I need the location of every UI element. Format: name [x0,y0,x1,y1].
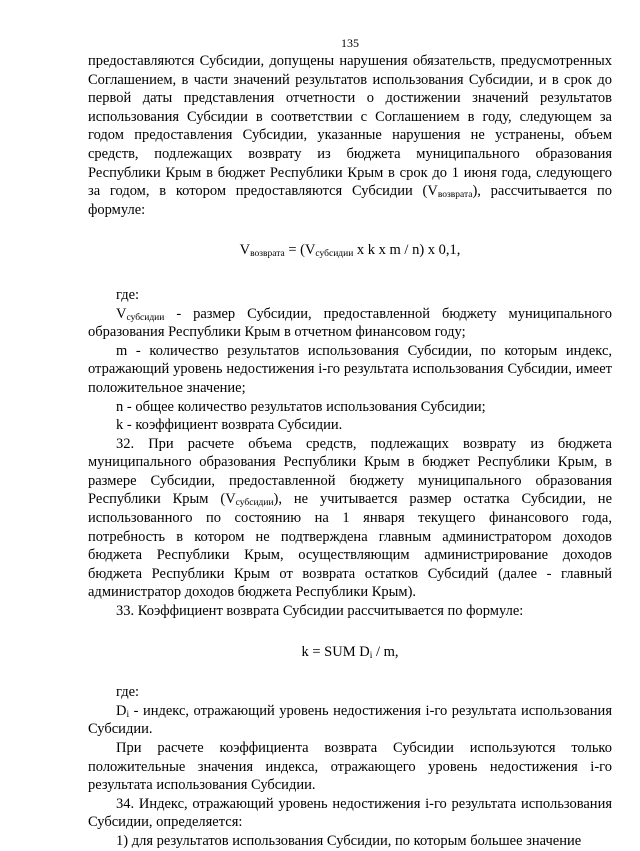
definition-m: m - количество результатов использования Субсидии, по которым индекс, отражающий уровень недостижения i-го результата использования Субсидии, имеет положительное значение; [88,342,612,396]
paragraph-calculation-note: При расчете коэффициента возврата Субсидии используются только положительные значения индекса, отражающего уровень недостижения i-го результата использования Субсидии. [88,740,612,794]
where-label-2: где: [116,684,140,701]
paragraph-text: предоставляются Субсидии, допущены нарушения обязательств, предусмотренных Соглашением, в части значений результатов использования Субсидии, и в срок до первой даты представления отчетности о достижении значений результатов использования Субсидии в соответствии с Соглашением в году, следующем за годом предоставления Субсидии, указанные нарушения не устранены, объем средств, подлежащих возврату из бюджета муниципального образования Республики Крым в бюджет Республики Крым в срок до 1 июня года, следующего за годом, в котором предоставляются Субсидии (V [88,53,612,200]
where-label: где: [116,286,140,303]
definition-v-subsidy: $V_{субсидии}$ - размер Субсидии, предоставленной бюджету муниципального образования Республики Крым в отчетном финансовом году; [88,305,612,341]
paragraph-32: 32. При расчете объема средств, подлежащих возврату из бюджета муниципального образования Республики Крым в бюджет Республики Крым, в размере Субсидии, предоставленной бюджету муниципального образования Республики Крым $(V_{субсидии})$, не учитывается размер остатка Субсидии, не использованного по состоянию на 1 января текущего финансового года, потребность в котором не подтверждена главным администратором доходов бюджета Республики Крым, осуществляющим администрирование доходов бюджета Республики Крым от возврата остатков Субсидий (далее - главный администратор доходов бюджета Республики Крым). [88,435,612,601]
definition-n: n - общее количество результатов использования Субсидии; [116,398,486,415]
definition-k: k - коэффициент возврата Субсидии. [116,417,343,434]
paragraph-33: 33. Коэффициент возврата Субсидии рассчитывается по формуле: [116,603,524,620]
definition-d: $D_i$ - индекс, отражающий уровень недостижения i-го результата использования Субсидии. [88,702,612,738]
subscript: возврата [437,190,473,201]
paragraph-34: 34. Индекс, отражающий уровень недостижения i-го результата использования Субсидии, определяется: [88,795,612,831]
paragraph-text: ), рассчитывается по формуле: [88,183,612,218]
paragraph-34-item-1: 1) для результатов использования Субсидии, по которым большее значение [116,832,582,849]
page-number: 135 [341,36,359,50]
paragraph-return-volume [88,52,612,219]
formula-coefficient: k = SUM $D_i$ / m, [301,643,399,661]
formula-return-volume: $V_{возврата} = (V_{субсидии}$ x k x m / n) x 0,1, [239,242,461,260]
